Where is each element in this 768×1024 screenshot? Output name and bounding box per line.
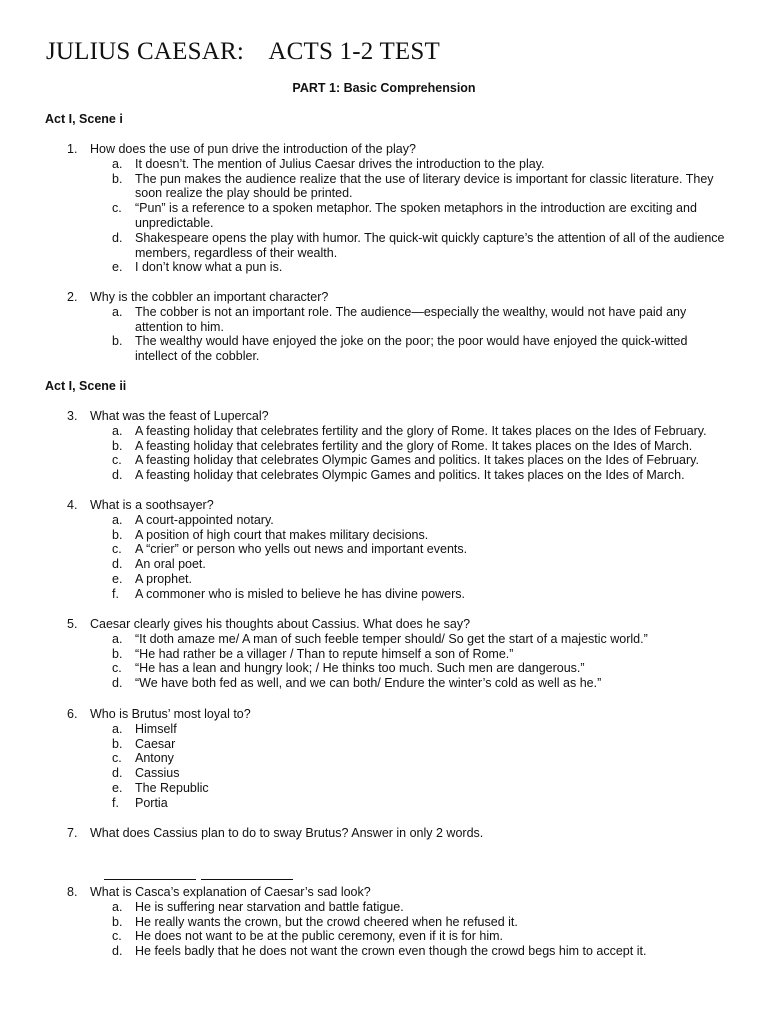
page-title: JULIUS CAESAR: ACTS 1-2 TEST: [46, 38, 440, 65]
option-text: An oral poet.: [135, 557, 206, 572]
question-4: [67, 498, 727, 602]
answer-option: [67, 661, 727, 676]
option-text: A feasting holiday that celebrates Olympic Games and politics. It takes places on the Ides of February.: [135, 453, 699, 468]
option-text: “He has a lean and hungry look; / He thinks too much. Such men are dangerous.”: [135, 661, 585, 676]
answer-option: [67, 468, 727, 483]
option-letter: b.: [112, 171, 123, 186]
answer-option: [67, 334, 727, 364]
question-prompt: Who is Brutus’ most loyal to?: [90, 707, 251, 721]
option-letter: d.: [112, 676, 123, 691]
option-letter: b.: [112, 438, 123, 453]
answer-option: [67, 439, 727, 454]
option-text: “He had rather be a villager / Than to repute himself a son of Rome.”: [135, 646, 514, 661]
option-letter: d.: [112, 230, 123, 245]
question-prompt: What is a soothsayer?: [90, 498, 214, 512]
section-heading-act1-scene2: Act I, Scene ii: [45, 379, 127, 393]
answer-option: [67, 915, 727, 930]
option-text: A position of high court that makes military decisions.: [135, 527, 429, 542]
part-heading: PART 1: Basic Comprehension: [292, 81, 476, 95]
option-letter: a.: [112, 631, 123, 646]
question-5: [67, 617, 727, 691]
answer-options: [67, 722, 727, 811]
option-letter: a.: [112, 304, 123, 319]
question-number: 7.: [67, 826, 78, 840]
question-6: [67, 707, 727, 811]
answer-option: [67, 260, 727, 275]
option-letter: d.: [112, 557, 123, 572]
answer-option: [67, 632, 727, 647]
question-number: 2.: [67, 290, 78, 304]
option-text: I don’t know what a pun is.: [135, 260, 283, 275]
option-letter: d.: [112, 944, 123, 959]
option-letter: c.: [112, 661, 122, 676]
question-text: [67, 707, 727, 722]
option-letter: d.: [112, 468, 123, 483]
option-text: The Republic: [135, 780, 209, 795]
section-heading-act1-scene1: Act I, Scene i: [45, 112, 123, 126]
question-text: [67, 142, 727, 157]
question-prompt: What does Cassius plan to do to sway Brutus? Answer in only 2 words.: [90, 826, 484, 840]
option-text: He feels badly that he does not want the crown even though the crowd begs him to accept it.: [135, 944, 647, 959]
option-text: A “crier” or person who yells out news and important events.: [135, 542, 468, 557]
option-letter: e.: [112, 260, 123, 275]
question-text: [67, 826, 727, 841]
option-letter: a.: [112, 899, 123, 914]
question-text: [67, 290, 727, 305]
answer-option: [67, 737, 727, 752]
question-text: [67, 498, 727, 513]
question-number: 5.: [67, 617, 78, 631]
answer-options: [67, 305, 727, 364]
option-text: “We have both fed as well, and we can both/ Endure the winter’s cold as well as he.”: [135, 676, 602, 691]
question-number: 6.: [67, 707, 78, 721]
answer-option: [67, 528, 727, 543]
answer-options: [67, 513, 727, 602]
option-letter: c.: [112, 929, 122, 944]
answer-option: [67, 542, 727, 557]
option-letter: f.: [112, 586, 119, 601]
option-text: A prophet.: [135, 571, 192, 586]
option-text: Antony: [135, 751, 174, 766]
answer-option: [67, 157, 727, 172]
option-text: He is suffering near starvation and battle fatigue.: [135, 899, 404, 914]
option-text: A feasting holiday that celebrates fertility and the glory of Rome. It takes places on the Ides of March.: [135, 438, 693, 453]
question-number: 8.: [67, 885, 78, 899]
option-letter: a.: [112, 423, 123, 438]
question-prompt: What was the feast of Lupercal?: [90, 409, 269, 423]
option-letter: b.: [112, 914, 123, 929]
answer-option: [67, 722, 727, 737]
answer-option: [67, 766, 727, 781]
question-2: [67, 290, 727, 364]
option-text: “It doth amaze me/ A man of such feeble temper should/ So get the start of a majestic world.”: [135, 631, 648, 646]
option-text: Himself: [135, 721, 177, 736]
question-7: [67, 826, 727, 841]
question-number: 3.: [67, 409, 78, 423]
option-letter: c.: [112, 201, 122, 216]
option-text: The pun makes the audience realize that the use of literary device is important for classic literature. They soon realize the play should be printed.: [135, 171, 714, 201]
question-text: [67, 617, 727, 632]
option-letter: b.: [112, 646, 123, 661]
question-3: [67, 409, 727, 483]
option-text: “Pun” is a reference to a spoken metaphor. The spoken metaphors in the introduction are exciting and unpredictable.: [135, 201, 697, 230]
option-letter: c.: [112, 751, 122, 766]
answer-options: [67, 424, 727, 483]
answer-blank-2[interactable]: [201, 865, 293, 880]
option-letter: a.: [112, 156, 123, 171]
answer-blanks: [90, 851, 298, 897]
question-prompt: How does the use of pun drive the introduction of the play?: [90, 142, 416, 156]
answer-option: [67, 424, 727, 439]
option-text: It doesn’t. The mention of Julius Caesar drives the introduction to the play.: [135, 156, 545, 171]
question-prompt: Why is the cobbler an important character?: [90, 290, 329, 304]
option-text: Portia: [135, 795, 168, 810]
question-1: [67, 142, 727, 275]
question-number: 1.: [67, 142, 78, 156]
option-letter: e.: [112, 780, 123, 795]
option-letter: c.: [112, 542, 122, 557]
answer-option: [67, 751, 727, 766]
answer-options: [67, 900, 727, 959]
question-number: 4.: [67, 498, 78, 512]
option-text: Cassius: [135, 766, 180, 781]
option-letter: f.: [112, 795, 119, 810]
option-letter: e.: [112, 571, 123, 586]
answer-option: [67, 172, 727, 202]
answer-option: [67, 231, 727, 261]
answer-option: [67, 513, 727, 528]
option-letter: b.: [112, 736, 123, 751]
answer-option: [67, 587, 727, 602]
answer-option: [67, 944, 727, 959]
answer-option: [67, 305, 727, 335]
option-text: He really wants the crown, but the crowd cheered when he refused it.: [135, 914, 518, 929]
option-text: Caesar: [135, 736, 176, 751]
answer-options: [67, 157, 727, 275]
option-text: The wealthy would have enjoyed the joke on the poor; the poor would have enjoyed the quick-witted intellect of the cobbler.: [135, 334, 688, 364]
option-letter: d.: [112, 766, 123, 781]
question-text: [67, 409, 727, 424]
answer-option: [67, 900, 727, 915]
answer-option: [67, 572, 727, 587]
option-text: Shakespeare opens the play with humor. The quick-wit quickly capture’s the attention of all of the audience members, regardless of their wealth.: [135, 230, 725, 260]
answer-option: [67, 557, 727, 572]
question-prompt: Caesar clearly gives his thoughts about Cassius. What does he say?: [90, 617, 471, 631]
answer-option: [67, 453, 727, 468]
answer-option: [67, 201, 727, 231]
answer-blank-1[interactable]: [104, 865, 196, 880]
option-text: A feasting holiday that celebrates fertility and the glory of Rome. It takes places on the Ides of February.: [135, 423, 707, 438]
option-text: The cobber is not an important role. The audience—especially the wealthy, would not have paid any attention to him.: [135, 304, 687, 334]
option-letter: c.: [112, 453, 122, 468]
option-text: A feasting holiday that celebrates Olympic Games and politics. It takes places on the Ides of March.: [135, 468, 685, 483]
option-letter: a.: [112, 721, 123, 736]
answer-option: [67, 796, 727, 811]
question-prompt: What is Casca’s explanation of Caesar’s sad look?: [90, 885, 371, 899]
option-text: He does not want to be at the public ceremony, even if it is for him.: [135, 929, 504, 944]
answer-option: [67, 647, 727, 662]
option-text: A court-appointed notary.: [135, 512, 274, 527]
option-letter: a.: [112, 512, 123, 527]
answer-option: [67, 676, 727, 691]
option-text: A commoner who is misled to believe he has divine powers.: [135, 586, 466, 601]
option-letter: b.: [112, 527, 123, 542]
answer-option: [67, 929, 727, 944]
option-letter: b.: [112, 334, 123, 349]
answer-options: [67, 632, 727, 691]
answer-option: [67, 781, 727, 796]
